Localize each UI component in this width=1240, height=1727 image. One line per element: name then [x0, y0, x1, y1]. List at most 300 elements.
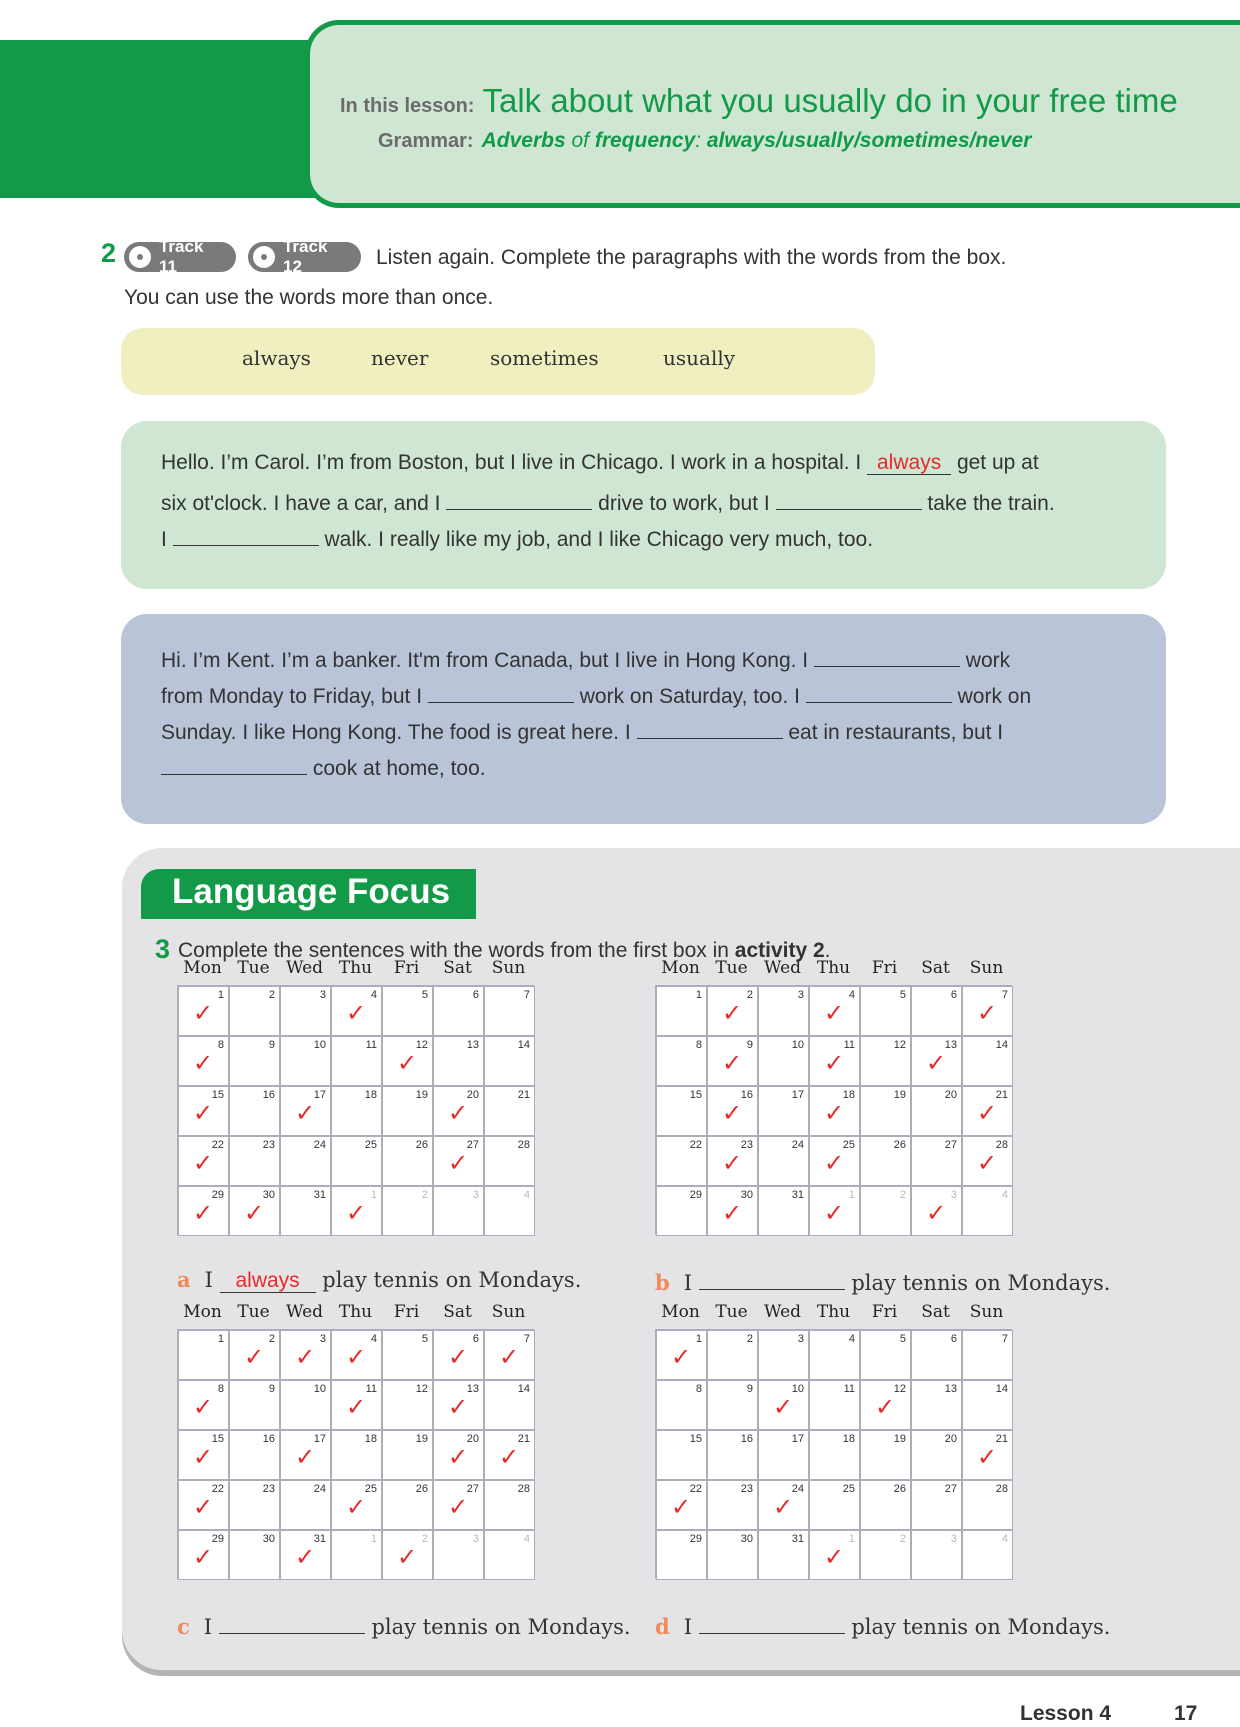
- calendar-day-cell: [280, 1480, 331, 1530]
- calendar-day-cell: [911, 1136, 962, 1186]
- answer-blank[interactable]: [219, 1611, 365, 1634]
- calendar-day-cell: [656, 1430, 707, 1480]
- calendar-day-cell: [962, 1036, 1013, 1086]
- day-name: Wed: [285, 1302, 324, 1322]
- carol-line-2: [161, 487, 1055, 516]
- kent-blank-3[interactable]: [806, 680, 952, 703]
- kent-line-2: [161, 680, 1031, 709]
- track-12-label: Track 12: [282, 237, 328, 276]
- carol-text: take the train.: [921, 492, 1055, 515]
- sentence-pre: I: [683, 1615, 699, 1639]
- day-number: 27: [944, 1483, 957, 1495]
- day-number: 5: [899, 989, 906, 1001]
- day-number: 1: [370, 1533, 377, 1545]
- calendar-day-cell: [382, 1136, 433, 1186]
- calendar-day-cell: [331, 1136, 382, 1186]
- track-11-label: Track 11: [158, 237, 204, 276]
- calendar-day-cell: [178, 1480, 229, 1530]
- day-number: 2: [421, 1533, 428, 1545]
- calendar-day-cell: [809, 1086, 860, 1136]
- day-number: 25: [364, 1483, 377, 1495]
- calendar-day-cell: [962, 1530, 1013, 1580]
- day-number: 27: [944, 1139, 957, 1151]
- checkmark-icon: ✓: [295, 1443, 316, 1471]
- calendar-day-cell: [962, 986, 1013, 1036]
- sentence-letter: a: [177, 1267, 191, 1292]
- calendar-day-cell: [382, 1330, 433, 1380]
- day-number: 12: [415, 1383, 428, 1395]
- calendar-day-cell: [178, 1430, 229, 1480]
- checkmark-icon: ✓: [824, 1099, 845, 1127]
- day-number: 6: [472, 989, 479, 1001]
- day-number: 4: [1001, 1533, 1008, 1545]
- sentence-a: [177, 1267, 581, 1293]
- sentence-pre: I: [204, 1268, 220, 1292]
- day-number: 3: [319, 989, 326, 1001]
- day-number: 1: [217, 989, 224, 1001]
- day-number: 3: [797, 989, 804, 1001]
- calendar-day-cell: [229, 1036, 280, 1086]
- day-number: 22: [689, 1139, 702, 1151]
- calendar-day-cell: [758, 1086, 809, 1136]
- day-number: 7: [523, 1333, 530, 1345]
- calendar-day-cell: [280, 1330, 331, 1380]
- calendar-day-cell: [860, 1430, 911, 1480]
- day-name: Sat: [921, 958, 950, 978]
- kent-blank-1[interactable]: [814, 644, 960, 667]
- kent-text: work on: [951, 685, 1032, 708]
- footer-lesson: Lesson 4: [1020, 1702, 1112, 1725]
- day-number: 9: [268, 1383, 275, 1395]
- calendar-b: [655, 985, 1012, 1235]
- day-number: 17: [791, 1433, 804, 1445]
- calendar-day-cell: [382, 1086, 433, 1136]
- day-number: 1: [848, 1533, 855, 1545]
- kent-line-3: [161, 716, 1003, 745]
- day-number: 11: [843, 1039, 855, 1051]
- sentence-letter: b: [655, 1270, 670, 1295]
- day-number: 22: [689, 1483, 702, 1495]
- day-number: 2: [421, 1189, 428, 1201]
- day-number: 29: [211, 1533, 224, 1545]
- calendar-day-cell: [707, 1186, 758, 1236]
- grammar-of: of: [565, 129, 595, 152]
- checkmark-icon: ✓: [773, 1493, 794, 1521]
- day-number: 16: [262, 1089, 275, 1101]
- sentence-d: [655, 1611, 1110, 1639]
- checkmark-icon: ✓: [193, 1049, 214, 1077]
- calendar-d-day-header: [655, 1302, 1012, 1322]
- checkmark-icon: ✓: [499, 1343, 520, 1371]
- day-number: 29: [689, 1189, 702, 1201]
- sentence-post: play tennis on Mondays.: [315, 1268, 582, 1292]
- day-number: 28: [517, 1139, 530, 1151]
- checkmark-icon: ✓: [926, 1199, 947, 1227]
- calendar-day-cell: [331, 1186, 382, 1236]
- checkmark-icon: ✓: [722, 999, 743, 1027]
- day-number: 5: [421, 1333, 428, 1345]
- calendar-day-cell: [962, 1186, 1013, 1236]
- language-focus-title: Language Focus: [172, 872, 451, 911]
- calendar-day-cell: [809, 1430, 860, 1480]
- audio-disc-icon: [129, 246, 151, 268]
- day-number: 2: [746, 989, 753, 1001]
- calendar-day-cell: [178, 1136, 229, 1186]
- answer-blank[interactable]: always: [220, 1270, 316, 1293]
- checkmark-icon: ✓: [875, 1393, 896, 1421]
- calendar-day-cell: [178, 1086, 229, 1136]
- day-name: Wed: [763, 958, 802, 978]
- calendar-day-cell: [484, 1380, 535, 1430]
- audio-disc-icon: [253, 246, 275, 268]
- calendar-day-cell: [484, 1430, 535, 1480]
- calendar-day-cell: [331, 1530, 382, 1580]
- kent-blank-2[interactable]: [428, 680, 574, 703]
- kent-text: work: [959, 649, 1011, 672]
- day-number: 2: [268, 989, 275, 1001]
- day-number: 6: [950, 1333, 957, 1345]
- carol-text: drive to work, but I: [592, 492, 776, 515]
- calendar-day-cell: [707, 1136, 758, 1186]
- day-number: 23: [262, 1483, 275, 1495]
- day-number: 28: [995, 1139, 1008, 1151]
- day-number: 27: [466, 1483, 479, 1495]
- calendar-day-cell: [656, 1380, 707, 1430]
- calendar-day-cell: [484, 986, 535, 1036]
- day-name: Sun: [969, 1302, 1004, 1322]
- checkmark-icon: ✓: [926, 1049, 947, 1077]
- grammar-line: [378, 129, 1031, 153]
- grammar-words: always/usually/sometimes/never: [706, 129, 1032, 152]
- calendar-day-cell: [433, 1430, 484, 1480]
- checkmark-icon: ✓: [244, 1199, 265, 1227]
- day-name: Fri: [871, 958, 898, 978]
- calendar-day-cell: [229, 1380, 280, 1430]
- calendar-day-cell: [280, 1380, 331, 1430]
- calendar-a-day-header: [177, 958, 534, 978]
- grammar-frequency: frequency: [594, 129, 696, 152]
- day-number: 30: [740, 1189, 753, 1201]
- kent-text: Hi. I’m Kent. I’m a banker. It'm from Canada, but I live in Hong Kong. I: [161, 649, 814, 672]
- day-number: 31: [313, 1533, 326, 1545]
- day-number: 1: [695, 1333, 702, 1345]
- day-number: 23: [262, 1139, 275, 1151]
- day-number: 17: [313, 1089, 326, 1101]
- day-number: 17: [313, 1433, 326, 1445]
- calendar-day-cell: [382, 1186, 433, 1236]
- carol-text: get up at: [951, 451, 1039, 474]
- day-number: 11: [365, 1383, 377, 1395]
- day-name: Thu: [816, 1302, 851, 1322]
- day-number: 1: [217, 1333, 224, 1345]
- carol-text: six ot'clock. I have a car, and I: [161, 492, 447, 515]
- lesson-topic: Talk about what you usually do in your free time: [482, 82, 1178, 119]
- checkmark-icon: ✓: [824, 1149, 845, 1177]
- checkmark-icon: ✓: [722, 1149, 743, 1177]
- calendar-day-cell: [280, 1036, 331, 1086]
- day-number: 24: [313, 1483, 326, 1495]
- calendar-day-cell: [382, 1480, 433, 1530]
- word-never: never: [371, 346, 429, 370]
- calendar-day-cell: [962, 1086, 1013, 1136]
- calendar-day-cell: [280, 1086, 331, 1136]
- day-number: 28: [517, 1483, 530, 1495]
- checkmark-icon: ✓: [977, 1099, 998, 1127]
- checkmark-icon: ✓: [977, 999, 998, 1027]
- day-number: 16: [740, 1089, 753, 1101]
- checkmark-icon: ✓: [346, 1199, 367, 1227]
- day-number: 3: [472, 1189, 479, 1201]
- day-number: 11: [365, 1039, 377, 1051]
- checkmark-icon: ✓: [193, 1493, 214, 1521]
- day-name: Wed: [763, 1302, 802, 1322]
- calendar-day-cell: [229, 986, 280, 1036]
- day-name: Tue: [237, 958, 270, 978]
- calendar-day-cell: [707, 1380, 758, 1430]
- calendar-day-cell: [707, 1530, 758, 1580]
- day-number: 8: [217, 1383, 224, 1395]
- day-number: 4: [523, 1189, 530, 1201]
- checkmark-icon: ✓: [671, 1493, 692, 1521]
- day-number: 14: [517, 1039, 530, 1051]
- word-sometimes: sometimes: [490, 346, 599, 370]
- day-name: Tue: [715, 958, 748, 978]
- sentence-pre: I: [683, 1271, 699, 1295]
- day-number: 3: [950, 1189, 957, 1201]
- calendar-b-day-header: [655, 958, 1012, 978]
- checkmark-icon: ✓: [448, 1443, 469, 1471]
- day-number: 30: [262, 1533, 275, 1545]
- calendar-day-cell: [758, 1380, 809, 1430]
- day-number: 7: [1001, 1333, 1008, 1345]
- carol-text: Hello. I’m Carol. I’m from Boston, but I live in Chicago. I work in a hospital. I: [161, 451, 868, 474]
- day-number: 8: [695, 1383, 702, 1395]
- day-number: 15: [689, 1433, 702, 1445]
- calendar-day-cell: [433, 1186, 484, 1236]
- day-number: 22: [211, 1483, 224, 1495]
- calendar-day-cell: [860, 1330, 911, 1380]
- checkmark-icon: ✓: [448, 1343, 469, 1371]
- day-number: 13: [944, 1383, 957, 1395]
- day-number: 15: [211, 1089, 224, 1101]
- kent-blank-5[interactable]: [161, 752, 307, 775]
- calendar-day-cell: [331, 1086, 382, 1136]
- calendar-c-day-header: [177, 1302, 534, 1322]
- checkmark-icon: ✓: [671, 1343, 692, 1371]
- day-number: 4: [848, 1333, 855, 1345]
- calendar-day-cell: [433, 1086, 484, 1136]
- day-number: 1: [695, 989, 702, 1001]
- checkmark-icon: ✓: [722, 1099, 743, 1127]
- calendar-day-cell: [911, 1036, 962, 1086]
- day-number: 10: [791, 1039, 804, 1051]
- calendar-c: [177, 1329, 534, 1579]
- day-number: 16: [262, 1433, 275, 1445]
- calendar-day-cell: [484, 1530, 535, 1580]
- checkmark-icon: ✓: [193, 1099, 214, 1127]
- kent-line-1: [161, 644, 1010, 673]
- day-name: Mon: [661, 958, 700, 978]
- answer-blank[interactable]: [699, 1611, 845, 1634]
- calendar-day-cell: [809, 1330, 860, 1380]
- calendar-day-cell: [178, 1380, 229, 1430]
- day-number: 13: [466, 1039, 479, 1051]
- checkmark-icon: ✓: [397, 1049, 418, 1077]
- checkmark-icon: ✓: [448, 1393, 469, 1421]
- calendar-day-cell: [758, 1480, 809, 1530]
- calendar-day-cell: [758, 986, 809, 1036]
- calendar-day-cell: [656, 1330, 707, 1380]
- word-usually: usually: [663, 346, 736, 370]
- checkmark-icon: ✓: [346, 1343, 367, 1371]
- checkmark-icon: ✓: [448, 1099, 469, 1127]
- day-number: 4: [1001, 1189, 1008, 1201]
- calendar-day-cell: [911, 1530, 962, 1580]
- calendar-day-cell: [809, 1530, 860, 1580]
- day-number: 8: [695, 1039, 702, 1051]
- calendar-day-cell: [911, 1430, 962, 1480]
- day-number: 10: [313, 1383, 326, 1395]
- day-name: Sat: [443, 958, 472, 978]
- checkmark-icon: ✓: [499, 1443, 520, 1471]
- calendar-day-cell: [178, 1036, 229, 1086]
- checkmark-icon: ✓: [295, 1543, 316, 1571]
- calendar-day-cell: [280, 1430, 331, 1480]
- calendar-day-cell: [178, 1186, 229, 1236]
- calendar-day-cell: [656, 1480, 707, 1530]
- checkmark-icon: ✓: [722, 1049, 743, 1077]
- checkmark-icon: ✓: [977, 1149, 998, 1177]
- calendar-day-cell: [178, 1530, 229, 1580]
- kent-text: cook at home, too.: [307, 757, 486, 780]
- calendar-day-cell: [860, 1086, 911, 1136]
- day-name: Tue: [237, 1302, 270, 1322]
- day-number: 28: [995, 1483, 1008, 1495]
- checkmark-icon: ✓: [773, 1393, 794, 1421]
- day-name: Thu: [338, 958, 373, 978]
- calendar-day-cell: [707, 1430, 758, 1480]
- calendar-day-cell: [484, 1186, 535, 1236]
- calendar-day-cell: [382, 1036, 433, 1086]
- day-number: 1: [848, 1189, 855, 1201]
- kent-text: work on Saturday, too. I: [573, 685, 806, 708]
- checkmark-icon: ✓: [977, 1443, 998, 1471]
- grammar-adverbs: Adverbs: [481, 129, 566, 152]
- day-name: Tue: [715, 1302, 748, 1322]
- day-number: 26: [415, 1139, 428, 1151]
- calendar-day-cell: [229, 1530, 280, 1580]
- day-number: 11: [843, 1383, 855, 1395]
- calendar-day-cell: [860, 1186, 911, 1236]
- calendar-day-cell: [331, 1036, 382, 1086]
- day-number: 3: [950, 1533, 957, 1545]
- calendar-day-cell: [911, 1330, 962, 1380]
- calendar-day-cell: [707, 986, 758, 1036]
- day-number: 10: [791, 1383, 804, 1395]
- day-number: 18: [842, 1089, 855, 1101]
- day-number: 19: [415, 1433, 428, 1445]
- day-number: 15: [689, 1089, 702, 1101]
- day-number: 14: [517, 1383, 530, 1395]
- grammar-topic: [482, 129, 1032, 152]
- carol-blank-2[interactable]: [446, 487, 592, 510]
- answer-blank[interactable]: [699, 1267, 845, 1290]
- day-number: 23: [740, 1139, 753, 1151]
- calendar-day-cell: [809, 1380, 860, 1430]
- day-name: Sun: [969, 958, 1004, 978]
- carol-blank-4[interactable]: [173, 523, 319, 546]
- checkmark-icon: ✓: [295, 1099, 316, 1127]
- calendar-day-cell: [911, 1186, 962, 1236]
- checkmark-icon: ✓: [397, 1543, 418, 1571]
- day-number: 13: [466, 1383, 479, 1395]
- calendar-day-cell: [433, 1480, 484, 1530]
- day-number: 9: [746, 1383, 753, 1395]
- day-number: 4: [370, 989, 377, 1001]
- calendar-day-cell: [860, 1530, 911, 1580]
- day-number: 3: [319, 1333, 326, 1345]
- checkmark-icon: ✓: [346, 1393, 367, 1421]
- carol-blank-3[interactable]: [776, 487, 922, 510]
- calendar-day-cell: [707, 1480, 758, 1530]
- day-name: Sun: [491, 958, 526, 978]
- calendar-day-cell: [178, 986, 229, 1036]
- calendar-day-cell: [758, 1430, 809, 1480]
- calendar-day-cell: [229, 1480, 280, 1530]
- day-number: 2: [899, 1533, 906, 1545]
- day-number: 29: [211, 1189, 224, 1201]
- day-number: 18: [842, 1433, 855, 1445]
- day-name: Thu: [338, 1302, 373, 1322]
- day-number: 8: [217, 1039, 224, 1051]
- track-11-button[interactable]: [124, 237, 236, 276]
- header-green-band: [0, 40, 340, 198]
- calendar-day-cell: [860, 986, 911, 1036]
- carol-text: walk. I really like my job, and I like Chicago very much, too.: [318, 528, 874, 551]
- day-number: 4: [848, 989, 855, 1001]
- kent-blank-4[interactable]: [637, 716, 783, 739]
- calendar-day-cell: [331, 986, 382, 1036]
- day-number: 18: [364, 1433, 377, 1445]
- day-name: Fri: [393, 1302, 420, 1322]
- checkmark-icon: ✓: [193, 999, 214, 1027]
- calendar-day-cell: [962, 1480, 1013, 1530]
- calendar-day-cell: [707, 1330, 758, 1380]
- calendar-day-cell: [382, 1430, 433, 1480]
- day-name: Fri: [871, 1302, 898, 1322]
- activity-3-bold: activity 2: [734, 939, 825, 962]
- kent-line-4: [161, 752, 486, 781]
- lesson-line: [340, 82, 1178, 120]
- day-number: 15: [211, 1433, 224, 1445]
- day-number: 24: [791, 1139, 804, 1151]
- checkmark-icon: ✓: [193, 1543, 214, 1571]
- day-number: 21: [517, 1089, 530, 1101]
- day-number: 4: [523, 1533, 530, 1545]
- day-name: Mon: [661, 1302, 700, 1322]
- checkmark-icon: ✓: [824, 1049, 845, 1077]
- carol-blank-1[interactable]: always: [867, 452, 951, 475]
- calendar-day-cell: [229, 1330, 280, 1380]
- calendar-day-cell: [962, 1330, 1013, 1380]
- word-always: always: [242, 346, 311, 370]
- track-12-button[interactable]: [248, 237, 361, 276]
- activity-2-number: 2: [101, 238, 117, 268]
- calendar-day-cell: [860, 1480, 911, 1530]
- day-number: 21: [995, 1089, 1008, 1101]
- carol-text: I: [161, 528, 173, 551]
- day-number: 3: [797, 1333, 804, 1345]
